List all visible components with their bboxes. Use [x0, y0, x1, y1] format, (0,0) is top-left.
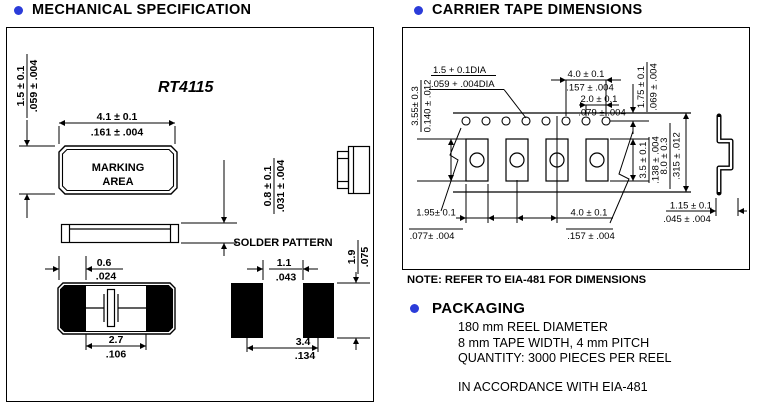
- mechanical-title: MECHANICAL SPECIFICATION: [32, 2, 252, 18]
- tape-profile: [719, 116, 731, 193]
- dim-body-width: [15, 54, 40, 118]
- carrier-title: CARRIER TAPE DIMENSIONS: [432, 2, 643, 18]
- solder-pad-left: [231, 283, 263, 338]
- dim-pocket-height-mm: 3.5 ± 0.1: [638, 141, 649, 179]
- dim-edge-to-hole-mm: 1.75 ± 0.1: [636, 65, 647, 109]
- packaging-title: PACKAGING: [432, 300, 526, 317]
- packaging-line: 180 mm REEL DIAMETER: [458, 320, 608, 334]
- tape-pockets: [466, 139, 608, 181]
- dim-body-width-in: .059 ± .004: [28, 59, 40, 113]
- dim-hole-dia-mm: 1.5 + 0.1DIA: [433, 65, 487, 76]
- dim-edge-to-hole: [636, 62, 660, 112]
- bullet-icon: [410, 304, 419, 313]
- dim-pad-span-mm: 2.7: [108, 334, 124, 346]
- bottom-view: [58, 283, 175, 334]
- dim-solder-pitch-in: .134: [294, 350, 316, 362]
- dim-profile-step-in: .045 ± .004: [663, 214, 711, 225]
- dim-solder-height: [346, 240, 371, 274]
- dim-body-length-mm: 4.1 ± 0.1: [96, 111, 138, 123]
- dim-edge-to-pocket: [410, 80, 434, 133]
- dim-solder-height-mm: 1.9: [346, 249, 358, 265]
- dim-solder-gap-in: .043: [275, 271, 297, 284]
- carrier-section-header: [414, 2, 642, 18]
- eia-note: NOTE: REFER TO EIA-481 FOR DIMENSIONS: [407, 274, 647, 286]
- dim-solder-height-in: .075: [359, 246, 371, 268]
- mechanical-drawing-panel: [6, 27, 374, 402]
- dim-profile-step-mm: 1.15 ± 0.1: [669, 200, 713, 212]
- dim-edge-to-pocket-mm: 3.55± 0.3: [410, 86, 421, 126]
- bullet-icon: [414, 6, 423, 15]
- packaging-line: 8 mm TAPE WIDTH, 4 mm PITCH: [458, 335, 650, 350]
- bullet-icon: [14, 6, 23, 15]
- mechanical-drawing: [7, 28, 373, 401]
- dim-body-length-in: .161 ± .004: [90, 126, 144, 139]
- dim-hole-pitch-mm: 4.0 ± 0.1: [567, 69, 605, 80]
- dim-tape-width-mm: 8.0 ± 0.3: [659, 137, 670, 175]
- dim-body-width-mm: 1.5 ± 0.1: [15, 65, 27, 107]
- dim-pocket-pitch-mm: 4.0 ± 0.1: [570, 207, 608, 219]
- dim-pocket-pitch-in: .157 ± .004: [567, 231, 615, 242]
- packaging-line: QUANTITY: 3000 PIECES PER REEL: [458, 351, 672, 365]
- dim-hole-pitch-in: .157 ± .004: [566, 82, 614, 94]
- solder-pad-right: [303, 283, 334, 338]
- dim-body-height: [262, 158, 287, 214]
- carrier-tape-drawing: [403, 28, 749, 269]
- packaging-header: [410, 300, 525, 317]
- packaging-line: IN ACCORDANCE WITH EIA-481: [458, 379, 648, 394]
- dim-pocket-height-in: .138 ± .004: [650, 136, 662, 184]
- dim-solder-pitch-mm: 3.4: [295, 336, 311, 348]
- dim-hole-offset-mm: 2.0 ± 0.1: [580, 94, 618, 105]
- side-view: [62, 225, 179, 243]
- dim-pocket-width-mm: 1.95± 0.1: [416, 207, 456, 219]
- dim-pad-width-in: .024: [95, 270, 117, 283]
- bottom-pad-right: [146, 286, 173, 332]
- marking-area-label: AREA: [102, 176, 134, 188]
- dim-body-height-mm: 0.8 ± 0.1: [262, 165, 274, 207]
- packaging-details: [458, 320, 671, 395]
- dim-body-height-in: .031 ± .004: [275, 159, 287, 213]
- dim-hole-offset-in: .079 ± .004: [578, 107, 626, 119]
- dim-tape-width: [659, 123, 683, 189]
- dim-pad-width-mm: 0.6: [96, 257, 112, 269]
- solder-pattern-label: SOLDER PATTERN: [233, 237, 333, 249]
- marking-area-label: MARKING: [91, 162, 145, 174]
- crystal-symbol: [86, 290, 146, 327]
- mechanical-section-header: [14, 2, 251, 18]
- dim-edge-to-pocket-in: 0.140 ± .012: [422, 79, 434, 133]
- dim-pad-span-in: .106: [105, 348, 127, 361]
- part-number: RT4115: [158, 79, 214, 96]
- dim-edge-to-hole-in: .069 ± .004: [648, 63, 660, 111]
- bottom-pad-left: [61, 286, 87, 331]
- dim-pocket-height: [638, 136, 662, 183]
- end-view: [338, 147, 370, 194]
- dim-pocket-width-in: .077± .004: [409, 231, 455, 242]
- dim-tape-width-in: .315 ± .012: [671, 132, 683, 180]
- dim-hole-dia-in: .059 + .004DIA: [431, 79, 495, 90]
- carrier-tape-panel: [402, 27, 750, 270]
- dim-solder-gap-mm: 1.1: [276, 257, 292, 269]
